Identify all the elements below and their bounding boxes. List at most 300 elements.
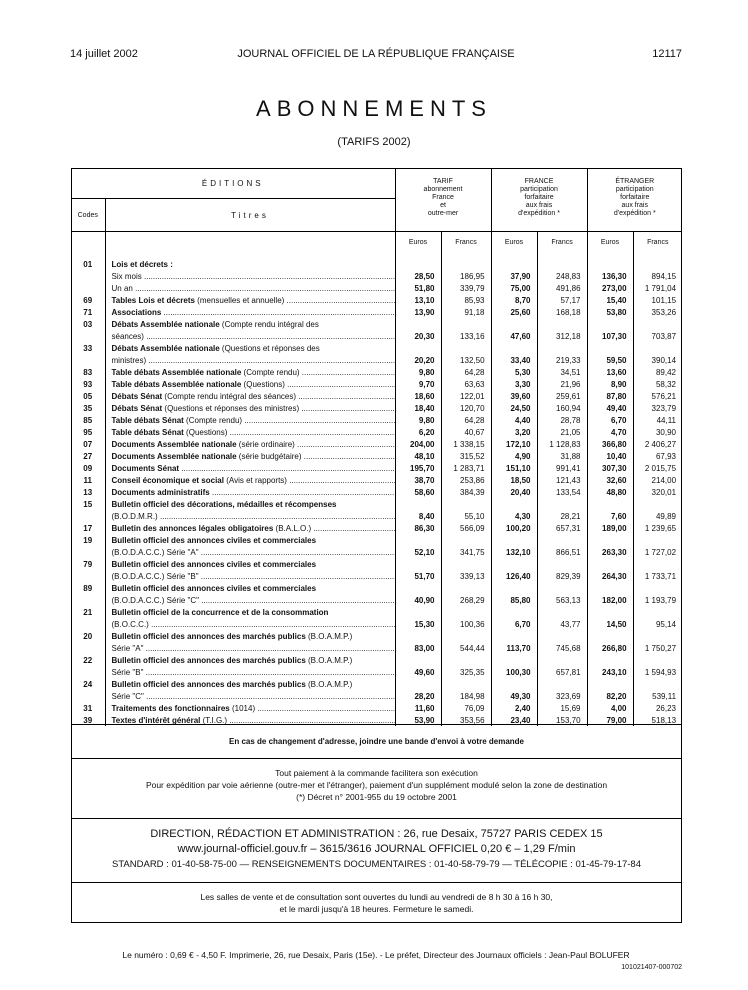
row-code [71, 270, 105, 282]
row-value: 10,40 [587, 450, 633, 462]
row-title-text: (1014) ..... [230, 704, 395, 713]
row-value: 214,00 [633, 474, 682, 486]
row-code [71, 510, 105, 522]
sales-line: Les salles de vente et de consultation sont ouvertes du lundi au vendredi de 8 h 30 à 16 h 30, [200, 892, 553, 902]
tariff-rows [71, 258, 682, 726]
row-value: 20,30 [395, 330, 441, 342]
row-title-bold: Bulletin officiel des annonces des marchés publics [111, 680, 306, 689]
row-value: 53,80 [587, 306, 633, 318]
row-value: 14,50 [587, 618, 633, 630]
row-title [105, 414, 395, 426]
table-row [71, 318, 682, 330]
row-value [491, 630, 537, 642]
row-value: 263,30 [587, 546, 633, 558]
editions-header: ÉDITIONS [71, 168, 395, 199]
header-page-number: 12117 [652, 48, 682, 60]
row-value [587, 258, 633, 270]
row-value: 186,95 [441, 270, 491, 282]
row-value: 320,01 [633, 486, 682, 498]
row-code: 95 [83, 428, 93, 437]
row-title [105, 630, 395, 642]
row-title-bold: Bulletin officiel des annonces civiles et commerciales [111, 560, 317, 569]
row-title-text: (B.O.D.A.C.C.) Série "A" ..... [112, 548, 396, 557]
row-value: 75,00 [491, 282, 537, 294]
currency-header: Francs [633, 232, 682, 253]
row-title-bold: Bulletin officiel des annonces civiles et commerciales [111, 536, 317, 545]
row-title [105, 666, 395, 678]
group-france-lines [492, 178, 587, 218]
row-value: 43,77 [537, 618, 587, 630]
table-row [71, 498, 682, 510]
row-value: 7,60 [587, 510, 633, 522]
row-title-text: (Compte rendu) ..... [184, 416, 395, 425]
row-value: 40,90 [395, 594, 441, 606]
row-value [587, 342, 633, 354]
header-journal-title: JOURNAL OFFICIEL DE LA RÉPUBLIQUE FRANÇAISE [237, 48, 515, 60]
row-value: 2 406,27 [633, 438, 682, 450]
direction-block [71, 818, 682, 882]
row-value: 15,40 [587, 294, 633, 306]
row-value: 86,30 [395, 522, 441, 534]
row-code: 19 [83, 536, 93, 545]
row-value [587, 558, 633, 570]
group-etranger-lines [588, 178, 683, 218]
row-title [105, 702, 395, 714]
row-value: 4,00 [587, 702, 633, 714]
table-row [71, 690, 682, 702]
currency-header: Francs [537, 232, 587, 253]
row-value: 28,50 [395, 270, 441, 282]
row-value [537, 318, 587, 330]
decree-note: (*) Décret n° 2001-955 du 19 octobre 2001 [296, 792, 457, 802]
row-title [105, 642, 395, 654]
table-row [71, 354, 682, 366]
table-row [71, 522, 682, 534]
row-title-bold: Documents Sénat [111, 464, 180, 473]
row-title-bold: Débats Sénat [111, 392, 163, 401]
row-value [587, 654, 633, 666]
group-header-etranger [587, 168, 682, 232]
row-value: 57,17 [537, 294, 587, 306]
group-header-tarif [395, 168, 491, 232]
row-title-bold: Conseil économique et social [111, 476, 224, 485]
row-title [105, 270, 395, 282]
row-title-text: (B.A.L.O.) ..... [273, 524, 395, 533]
row-title-text: (B.O.C.C.) ..... [112, 620, 396, 629]
row-value [491, 678, 537, 690]
row-value: 1 727,02 [633, 546, 682, 558]
row-value: 566,09 [441, 522, 491, 534]
group-tarif-lines [396, 178, 491, 218]
row-value: 657,81 [537, 666, 587, 678]
row-title [105, 450, 395, 462]
row-value: 384,39 [441, 486, 491, 498]
row-title-bold: Bulletin officiel des annonces des marchés publics [111, 632, 306, 641]
row-code: 93 [83, 380, 93, 389]
table-row [71, 594, 682, 606]
row-value: 23,40 [491, 714, 537, 726]
group-header-line: ÉTRANGER [615, 178, 655, 185]
row-title-bold: Documents Assemblée nationale [111, 452, 237, 461]
row-title-bold: Bulletin officiel des décorations, médailles et récompenses [111, 500, 337, 509]
row-value [441, 678, 491, 690]
row-value: 20,20 [395, 354, 441, 366]
row-value: 28,78 [537, 414, 587, 426]
row-value [633, 342, 682, 354]
table-row [71, 534, 682, 546]
row-title [105, 678, 395, 690]
payment-notes [71, 758, 682, 818]
row-value [395, 582, 441, 594]
row-value: 339,79 [441, 282, 491, 294]
row-title-text: (série budgétaire) ..... [237, 452, 395, 461]
row-value [441, 654, 491, 666]
row-code [71, 618, 105, 630]
row-value: 2,40 [491, 702, 537, 714]
row-value [587, 318, 633, 330]
row-value [633, 498, 682, 510]
currency-spacer-titres [105, 232, 395, 253]
address-change-notice: En cas de changement d'adresse, joindre une bande d'envoi à votre demande [71, 724, 682, 758]
header-date: 14 juillet 2002 [70, 48, 138, 60]
row-value: 132,50 [441, 354, 491, 366]
row-title-bold: Table débats Assemblée nationale [111, 368, 242, 377]
row-title-bold: Documents Assemblée nationale [111, 440, 237, 449]
row-value: 13,60 [587, 366, 633, 378]
group-header-line: FRANCE [524, 178, 554, 185]
table-row [71, 378, 682, 390]
currency-header: Euros [587, 232, 633, 253]
row-title [105, 318, 395, 330]
table-row [71, 270, 682, 282]
row-value [395, 498, 441, 510]
row-value [587, 606, 633, 618]
row-value [633, 558, 682, 570]
row-value [491, 558, 537, 570]
row-code: 22 [83, 656, 93, 665]
row-value: 3,20 [491, 426, 537, 438]
row-value [395, 534, 441, 546]
row-value [537, 630, 587, 642]
row-title-text: (Compte rendu intégral des [219, 320, 319, 329]
row-title-bold: Bulletin officiel de la concurrence et de la consommation [111, 608, 329, 617]
row-value: 204,00 [395, 438, 441, 450]
table-row [71, 258, 682, 270]
row-code [71, 546, 105, 558]
row-code: 21 [83, 608, 93, 617]
row-value: 49,30 [491, 690, 537, 702]
row-value: 253,86 [441, 474, 491, 486]
table-row [71, 306, 682, 318]
row-value: 6,70 [587, 414, 633, 426]
row-value: 991,41 [537, 462, 587, 474]
currency-header: Euros [395, 232, 441, 253]
row-value: 1 193,79 [633, 594, 682, 606]
row-value [537, 498, 587, 510]
table-row [71, 630, 682, 642]
row-value: 9,80 [395, 414, 441, 426]
row-value [587, 678, 633, 690]
row-value: 58,60 [395, 486, 441, 498]
row-value: 894,15 [633, 270, 682, 282]
row-value: 18,50 [491, 474, 537, 486]
row-value: 26,23 [633, 702, 682, 714]
row-value [491, 606, 537, 618]
row-value [587, 534, 633, 546]
row-value: 85,93 [441, 294, 491, 306]
row-value [491, 534, 537, 546]
row-value [587, 630, 633, 642]
row-value: 829,39 [537, 570, 587, 582]
row-value: 366,80 [587, 438, 633, 450]
row-value: 189,00 [587, 522, 633, 534]
row-value: 40,67 [441, 426, 491, 438]
row-value: 8,90 [587, 378, 633, 390]
row-code: 03 [83, 320, 93, 329]
titres-header: Titres [105, 199, 395, 232]
row-title-text: (T.I.G.) ..... [200, 716, 395, 725]
table-row [71, 426, 682, 438]
row-title-text: (Questions et réponses des ministres) ..... [162, 404, 395, 413]
row-value: 312,18 [537, 330, 587, 342]
row-value [587, 582, 633, 594]
row-code: 31 [83, 704, 93, 713]
row-code: 83 [83, 368, 93, 377]
group-header-line: abonnement [423, 186, 463, 193]
row-value [633, 654, 682, 666]
row-value: 24,50 [491, 402, 537, 414]
row-value: 38,70 [395, 474, 441, 486]
row-value: 55,10 [441, 510, 491, 522]
row-value: 20,40 [491, 486, 537, 498]
row-code: 79 [83, 560, 93, 569]
row-title [105, 342, 395, 354]
row-value: 13,10 [395, 294, 441, 306]
row-value: 266,80 [587, 642, 633, 654]
sales-line: et le mardi jusqu'à 18 heures. Fermeture le samedi. [279, 904, 474, 914]
row-title-text: (Compte rendu) ..... [241, 368, 395, 377]
row-value: 264,30 [587, 570, 633, 582]
table-row [71, 678, 682, 690]
row-value: 13,90 [395, 306, 441, 318]
row-code: 07 [83, 440, 93, 449]
row-value: 133,54 [537, 486, 587, 498]
row-value: 182,00 [587, 594, 633, 606]
table-row [71, 402, 682, 414]
row-code: 20 [83, 632, 93, 641]
row-title-bold: Bulletin des annonces légales obligatoires [111, 524, 274, 533]
table-row [71, 450, 682, 462]
row-value: 1 128,83 [537, 438, 587, 450]
row-value [395, 630, 441, 642]
row-value: 53,90 [395, 714, 441, 726]
row-value: 2 015,75 [633, 462, 682, 474]
row-value [491, 318, 537, 330]
row-title-text: (B.O.D.M.R.) ..... [112, 512, 396, 521]
table-row [71, 642, 682, 654]
row-value: 341,75 [441, 546, 491, 558]
row-title-bold: Associations [111, 308, 162, 317]
row-value: 172,10 [491, 438, 537, 450]
row-title [105, 546, 395, 558]
row-value: 315,52 [441, 450, 491, 462]
row-title-text: (Questions) ..... [241, 380, 395, 389]
row-code: 17 [83, 524, 93, 533]
row-value: 32,60 [587, 474, 633, 486]
row-value: 44,11 [633, 414, 682, 426]
row-code: 24 [83, 680, 93, 689]
row-value: 4,30 [491, 510, 537, 522]
row-code: 85 [83, 416, 93, 425]
row-title [105, 534, 395, 546]
row-value: 107,30 [587, 330, 633, 342]
row-value [633, 534, 682, 546]
row-value: 76,09 [441, 702, 491, 714]
row-title [105, 462, 395, 474]
row-value: 219,33 [537, 354, 587, 366]
row-value [441, 630, 491, 642]
row-value: 120,70 [441, 402, 491, 414]
row-value: 85,80 [491, 594, 537, 606]
row-title [105, 438, 395, 450]
row-title [105, 366, 395, 378]
row-code [71, 282, 105, 294]
row-value [537, 558, 587, 570]
row-value: 353,56 [441, 714, 491, 726]
row-title [105, 486, 395, 498]
row-value [395, 558, 441, 570]
payment-line: Tout paiement à la commande facilitera son exécution [275, 768, 478, 778]
row-value [537, 678, 587, 690]
row-value: 58,32 [633, 378, 682, 390]
table-row [71, 390, 682, 402]
row-title [105, 606, 395, 618]
currency-header: Francs [441, 232, 491, 253]
row-value: 28,20 [395, 690, 441, 702]
row-title [105, 306, 395, 318]
row-value [395, 654, 441, 666]
row-title-text: séances) ..... [112, 332, 396, 341]
row-value: 79,00 [587, 714, 633, 726]
row-value [491, 342, 537, 354]
row-value: 268,29 [441, 594, 491, 606]
row-value: 100,36 [441, 618, 491, 630]
table-row [71, 462, 682, 474]
row-title-bold: Traitements des fonctionnaires [111, 704, 230, 713]
row-title-text: Série "C" ..... [112, 692, 396, 701]
group-header-line: aux frais [525, 202, 553, 209]
row-value [395, 678, 441, 690]
row-code: 35 [83, 404, 93, 413]
row-value: 82,20 [587, 690, 633, 702]
row-value [491, 654, 537, 666]
row-value [441, 534, 491, 546]
row-value [537, 606, 587, 618]
row-value: 8,40 [395, 510, 441, 522]
row-title-bold: Bulletin officiel des annonces civiles et commerciales [111, 584, 317, 593]
row-code [71, 642, 105, 654]
row-value: 49,40 [587, 402, 633, 414]
group-header-line: TARIF [433, 178, 453, 185]
row-title [105, 282, 395, 294]
direction-web: www.journal-officiel.gouv.fr – 3615/3616 JOURNAL OFFICIEL 0,20 € – 1,29 F/min [177, 843, 576, 855]
row-value: 47,60 [491, 330, 537, 342]
sales-hours [71, 882, 682, 923]
row-value: 87,80 [587, 390, 633, 402]
row-title [105, 558, 395, 570]
row-value: 1 750,27 [633, 642, 682, 654]
row-value [633, 630, 682, 642]
row-value [441, 342, 491, 354]
row-value: 49,60 [395, 666, 441, 678]
row-code [71, 594, 105, 606]
row-value: 1 733,71 [633, 570, 682, 582]
row-value: 15,69 [537, 702, 587, 714]
row-code [71, 330, 105, 342]
row-value: 1 791,04 [633, 282, 682, 294]
row-value: 4,70 [587, 426, 633, 438]
row-code: 11 [83, 476, 92, 485]
row-code: 89 [83, 584, 93, 593]
row-value: 745,68 [537, 642, 587, 654]
row-title [105, 522, 395, 534]
row-title-text: (B.O.D.A.C.C.) Série "C" ..... [112, 596, 396, 605]
row-value: 91,18 [441, 306, 491, 318]
row-title-text: Série "B" ..... [112, 668, 396, 677]
row-value [441, 606, 491, 618]
row-value [633, 582, 682, 594]
row-value: 30,90 [633, 426, 682, 438]
row-title-bold: Bulletin officiel des annonces des marchés publics [111, 656, 306, 665]
row-value [441, 582, 491, 594]
codes-header: Codes [77, 211, 98, 219]
row-value: 4,90 [491, 450, 537, 462]
row-title [105, 426, 395, 438]
table-row [71, 294, 682, 306]
row-value: 89,42 [633, 366, 682, 378]
row-title-bold: Textes d'intérêt général [111, 716, 201, 725]
row-title-text [179, 464, 395, 473]
row-value: 64,28 [441, 366, 491, 378]
row-title [105, 690, 395, 702]
row-code: 27 [83, 452, 93, 461]
footer-imprint: Le numéro : 0,69 € - 4,50 F. Imprimerie, 26, rue Desaix, Paris (15e). - Le préfet, Directeur des Journaux officiels : Jean-Paul BOLUFER [122, 950, 630, 960]
row-value: 703,87 [633, 330, 682, 342]
group-header-line: forfaitaire [524, 194, 554, 201]
group-header-line: d'expédition * [518, 210, 560, 217]
row-code: 39 [83, 716, 93, 725]
row-title-text: Un an ..... [112, 284, 396, 293]
currency-header: Euros [491, 232, 537, 253]
row-value: 518,13 [633, 714, 682, 726]
row-value: 544,44 [441, 642, 491, 654]
row-title-text: Série "A" ..... [112, 644, 396, 653]
row-value: 121,43 [537, 474, 587, 486]
row-value: 133,16 [441, 330, 491, 342]
group-header-line: et [440, 202, 446, 209]
row-value: 259,61 [537, 390, 587, 402]
row-value: 59,50 [587, 354, 633, 366]
direction-phones: STANDARD : 01-40-58-75-00 — RENSEIGNEMENTS DOCUMENTAIRES : 01-40-58-79-79 — TÉLÉCOPIE : 01-45-79-17-84 [111, 859, 641, 870]
row-value: 95,14 [633, 618, 682, 630]
row-value: 576,21 [633, 390, 682, 402]
table-row [71, 486, 682, 498]
row-title [105, 330, 395, 342]
table-row [71, 414, 682, 426]
row-value: 6,20 [395, 426, 441, 438]
row-value: 21,96 [537, 378, 587, 390]
row-value: 49,89 [633, 510, 682, 522]
